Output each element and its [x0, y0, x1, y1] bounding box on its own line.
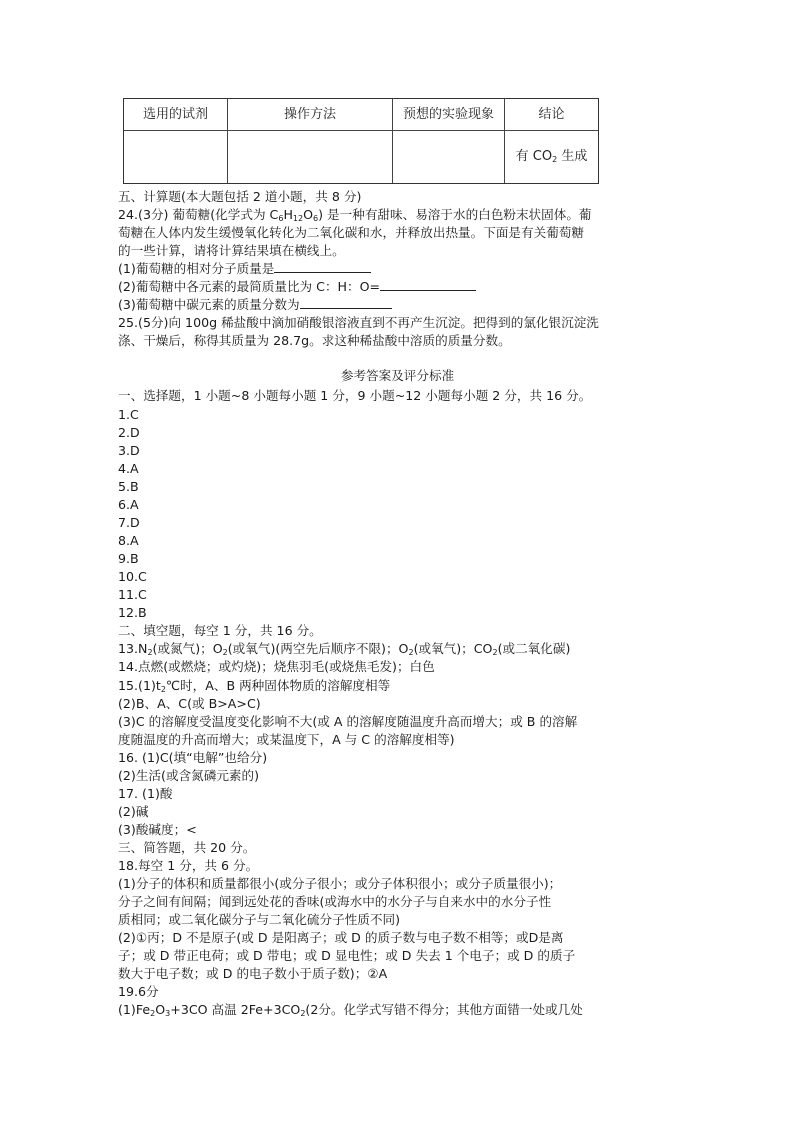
table-header-conclusion: 结论 — [538, 107, 565, 122]
answer-17: (2)碱 — [118, 804, 149, 819]
answer-blank — [274, 260, 371, 273]
answer-18: (2)①丙；D 不是原子(或 D 是阳离子；或 D 的质子数与电子数不相等；或D是离 — [118, 930, 564, 945]
answer-16: (2)生活(或含氮磷元素的) — [118, 768, 260, 783]
section-title: 三、简答题，共 20 分。 — [118, 840, 256, 855]
answer-14: 14.点燃(或燃烧；或灼烧)；烧焦羽毛(或烧焦毛发)；白色 — [118, 659, 435, 674]
choice-answer: 10.C — [118, 569, 147, 584]
answer-18: 18.每空 1 分，共 6 分。 — [118, 858, 259, 873]
question-24-line: 萄糖在人体内发生缓慢氧化转化为二氧化碳和水，并释放出热量。下面是有关葡萄糖 — [118, 225, 584, 240]
experiment-table — [123, 98, 599, 184]
table-header-phenomenon: 预想的实验现象 — [402, 107, 494, 122]
choice-answer: 11.C — [118, 587, 147, 602]
answer-17: (3)酸碱度；< — [118, 822, 197, 837]
question-24-part: (1)葡萄糖的相对分子质量是 — [118, 260, 371, 278]
question-25-line: 25.(5分)向 100g 稀盐酸中滴加硝酸银溶液直到不再产生沉淀。把得到的氯化银沉淀洗 — [118, 315, 599, 330]
answer-19: 19.6分 — [118, 984, 159, 999]
answer-16: 16. (1)C(填“电解”也给分) — [118, 750, 268, 765]
table-cell-conclusion: 有 $CO_2$ 生成 — [515, 149, 588, 164]
answer-18: (1)分子的体积和质量都很小(或分子很小；或分子体积很小；或分子质量很小)； — [118, 876, 562, 891]
answers-title: 参考答案及评分标准 — [340, 368, 455, 383]
answer-18: 数大于电子数；或 D 的电子数小于质子数)；②A — [118, 966, 388, 981]
choice-answer: 7.D — [118, 515, 140, 530]
choice-answer: 6.A — [118, 497, 139, 512]
answer-15: $15.(1)t_2℃$时，A、B 两种固体物质的溶解度相等 — [118, 678, 391, 694]
answer-15: 度随温度的升高而增大；或某温度下，A 与 C 的溶解度相等) — [118, 732, 455, 747]
answer-18: 子；或 D 带正电荷；或 D 带电；或 D 显电性；或 D 失去 1 个电子；或 D 的质子 — [118, 948, 576, 963]
question-24-part: (3)葡萄糖中碳元素的质量分数为 — [118, 296, 392, 314]
choice-answer: 5.B — [118, 479, 139, 494]
choice-answer: 3.D — [118, 443, 140, 458]
section-title: 五、计算题(本大题包括 2 道小题，共 8 分) — [118, 189, 362, 204]
answer-18: 质相同；或二氧化碳分子与二氧化硫分子性质不同) — [118, 912, 400, 927]
answer-15: (2)B、A、C(或 B>A>C) — [118, 696, 261, 711]
choice-answer: 12.B — [118, 605, 147, 620]
answer-15: (3)C 的溶解度受温度变化影响不大(或 A 的溶解度随温度升高而增大；或 B 的溶解 — [118, 714, 578, 729]
question-24-line: 的一些计算，请将计算结果填在横线上。 — [118, 243, 345, 258]
answer-13: $13.N_2$(或氮气)；$O_2$(或氧气)(两空先后顺序不限)；$O_2$(或氧气)；$CO_2$(或二氧化碳) — [118, 641, 571, 657]
answer-blank — [300, 296, 392, 309]
choice-answer: 2.D — [118, 425, 140, 440]
choice-answer: 9.B — [118, 551, 139, 566]
question-25-line: 涤、干燥后，称得其质量为 28.7g。求这种稀盐酸中溶质的质量分数。 — [118, 333, 511, 348]
table-header-reagent: 选用的试剂 — [142, 107, 208, 122]
answer-17: 17. (1)酸 — [118, 786, 173, 801]
table-header-method: 操作方法 — [283, 107, 336, 122]
answer-18: 分子之间有间隔；闻到远处花的香味(或海水中的水分子与自来水中的水分子性 — [118, 894, 552, 909]
question-24-part: (2)葡萄糖中各元素的最简质量比为 C：H：O= — [118, 278, 476, 296]
section-title: 一、选择题，1 小题~8 小题每小题 1 分，9 小题~12 小题每小题 2 分，共 16 分。 — [118, 388, 592, 403]
answer-blank — [380, 278, 476, 291]
choice-answer: 1.C — [118, 407, 139, 422]
answer-19: $(1)Fe_2O_3+3CO$ 高温 $2Fe+3CO_2(2$分。化学式写错不得分；其他方面错一处或几处 — [118, 1002, 583, 1018]
choice-answer: 4.A — [118, 461, 139, 476]
section-title: 二、填空题，每空 1 分，共 16 分。 — [118, 623, 322, 638]
question-24-line: 24.(3分) 葡萄糖(化学式为 $C_6H_{12}O_6$) 是一种有甜味、易溶于水的白色粉末状固体。葡 — [118, 207, 592, 223]
choice-answer: 8.A — [118, 533, 139, 548]
